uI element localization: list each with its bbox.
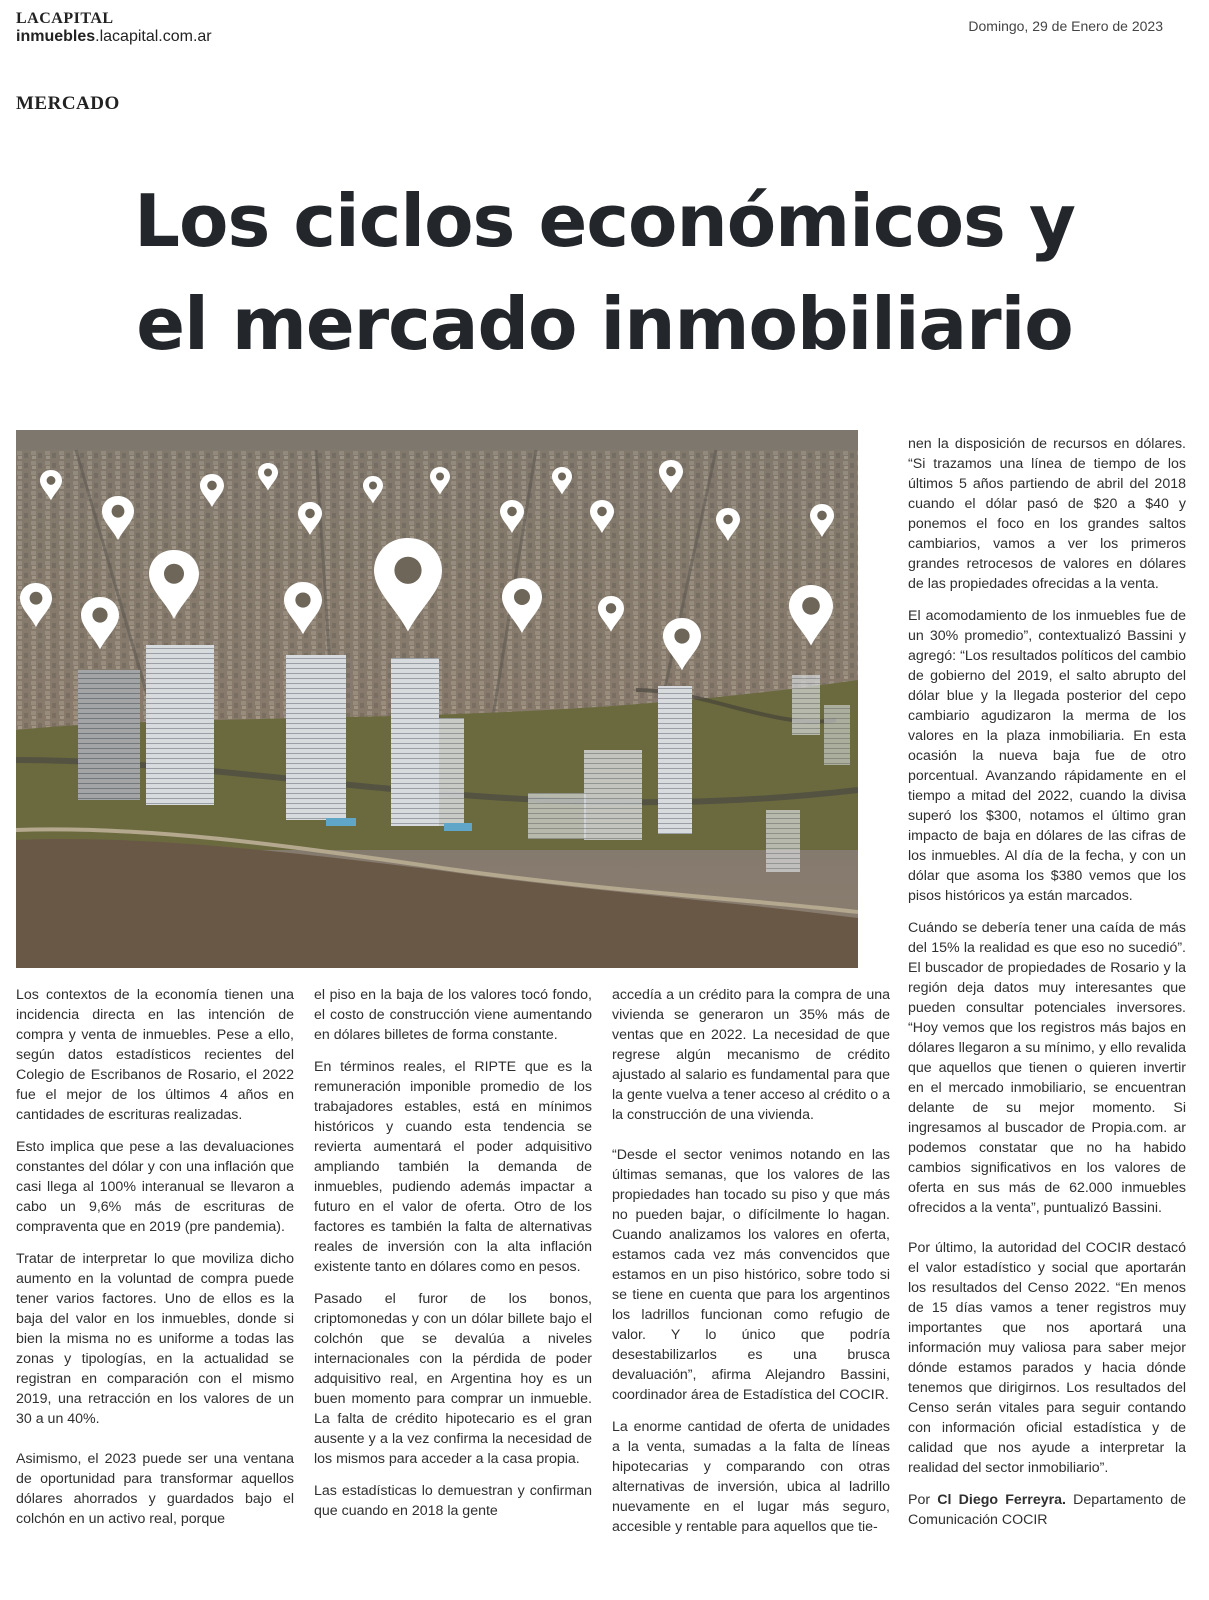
masthead: [16, 10, 212, 46]
site-url[interactable]: [16, 28, 212, 46]
byline: [908, 1490, 1186, 1530]
headline: [0, 170, 1209, 376]
article-column-4: [908, 434, 1186, 1542]
paragraph: El acomodamiento de los inmuebles fue de un 30% promedio”, contextualizó Bassini y agregó: “Los resultados políticos del cambio de gobierno del 2019, el salto abrupto del dólar blue y la llegada posterior del cepo cambiario agudizaron la merma de los valores en la plaza inmobiliaria. En esta ocasión la nueva baja fue de otro porcentual. Avanzando rápidamente en el tiempo a mitad del 2022, cuando la divisa superó los $300, notamos el último gran impacto de baja en dólares de las cifras de los inmuebles. Al día de la fecha, y con un dólar que asoma los $380 vemos que los pisos históricos ya están marcados.: [908, 608, 1186, 904]
logo-text: LACAPITAL: [16, 10, 114, 27]
article-column-2: [314, 985, 592, 1533]
publication-date: Domingo, 29 de Enero de 2023: [968, 18, 1163, 34]
paragraph: Asimismo, el 2023 puede ser una ventana de oportunidad para transformar aquellos dólares ahorrados y guardados bajo el colchón en un activo real, porque: [16, 1451, 294, 1527]
byline-suffix: Departamento de Comunicación COCIR: [908, 1492, 1186, 1528]
paragraph: el piso en la baja de los valores tocó fondo, el costo de construcción viene aumentando en dólares billetes de forma constante.: [314, 987, 592, 1043]
article-column-3: [612, 985, 890, 1549]
aerial-city-photo: [16, 430, 858, 968]
headline-line-1: Los ciclos económicos y: [134, 179, 1075, 263]
site-url-rest: .lacapital.com.ar: [95, 28, 212, 45]
paragraph: nen la disposición de recursos en dólares. “Si trazamos una línea de tiempo de los últimos 5 años partiendo de abril del 2018 cuando el dólar pasó de $20 a $40 y ponemos el foco en los grandes saltos cambiarios, vamos a ver los primeros grandes retrocesos de valores en dólares de las propiedades ofrecidas a la venta.: [908, 436, 1186, 592]
paragraph: Los contextos de la economía tienen una incidencia directa en las intención de compra y venta de inmuebles. Pese a ello, según datos estadísticos recientes del Colegio de Escribanos de Rosario, el 2022 fue el mejor de los últimos 4 años en cantidades de escrituras realizadas.: [16, 987, 294, 1123]
article-column-1: [16, 985, 294, 1541]
paragraph: accedía a un crédito para la compra de una vivienda se generaron un 35% más de ventas que en 2022. La necesidad de que regrese algún mecanismo de crédito ajustado al salario es fundamental para que la gente vuelva a tener acceso al crédito o a la construcción de una vivienda.: [612, 987, 890, 1123]
paragraph: La enorme cantidad de oferta de unidades a la venta, sumadas a la falta de líneas hipotecarias y comparando con otras alternativas de inversión, ubica al ladrillo nuevamente en el lugar más seguro, accesible y rentable para aquellos que tie-: [612, 1419, 890, 1535]
paragraph: Cuándo se debería tener una caída de más del 15% la realidad es que eso no sucedió”. El buscador de propiedades de Rosario y la región deja datos muy interesantes que pueden consultar potenciales inversores. “Hoy vemos que los registros más bajos en dólares llegaron a su mínimo, y ello revalida que aquellos que tienen o quieren invertir en el mercado inmobiliario, se encuentran delante de su mejor momento. Si ingresamos al buscador de Propia.com. ar podemos constatar que no ha habido cambios significativos en los valores de oferta en sus más de 62.000 inmuebles ofrecidos a la venta”, puntualizó Bassini.: [908, 920, 1186, 1216]
paragraph: Las estadísticas lo demuestran y confirman que cuando en 2018 la gente: [314, 1483, 592, 1519]
byline-prefix: Por: [908, 1492, 938, 1508]
site-url-bold: inmuebles: [16, 28, 96, 45]
quote-paragraph: “Desde el sector venimos notando en las últimas semanas, que los valores de las propiedades han tocado su piso y que más no pueden bajar, o difícilmente lo hagan. Cuando analizamos los valores en oferta, estamos cada vez más convencidos que estamos en un piso histórico, sobre todo si se tiene en cuenta que para los argentinos los ladrillos funcionan como refugio de valor. Y lo único que podría desestabilizarlos es una brusca devaluación”, afirma Alejandro Bassini, coordinador área de Estadística del COCIR.: [612, 1147, 890, 1403]
section-label: MERCADO: [16, 93, 120, 114]
headline-line-2: el mercado inmobiliario: [136, 282, 1073, 366]
newspaper-logo[interactable]: [16, 10, 212, 28]
paragraph: Pasado el furor de los bonos, criptomonedas y con un dólar billete bajo el colchón que se devalúa a niveles internacionales con la pérdida de poder adquisitivo real, en Argentina hoy es un buen momento para comprar un inmueble. La falta de crédito hipotecario es el gran ausente y a la vez confirma la necesidad de los mismos para acceder a la casa propia.: [314, 1291, 592, 1467]
paragraph: En términos reales, el RIPTE que es la remuneración imponible promedio de los trabajadores estables, está en mínimos históricos y cuando esta tendencia se revierta aumentará el poder adquisitivo ampliando también la demanda de inmuebles, pudiendo además impactar a futuro en el valor de oferta. Otro de los factores es también la falta de alternativas reales de inversión con la alta inflación existente tanto en dólares como en pesos.: [314, 1059, 592, 1275]
byline-author: Cl Diego Ferreyra.: [937, 1492, 1066, 1508]
paragraph: Por último, la autoridad del COCIR destacó el valor estadístico y social que aportarán los resultados del Censo 2022. “En menos de 15 días vamos a tener registros muy importantes que nos aportará una información muy valiosa para saber mejor dónde estamos parados y hacia dónde tenemos que dirigirnos. Los resultados del Censo serán vitales para seguir contando con información oficial estadística y de calidad que nos ayude a interpretar la realidad del sector inmobiliario”.: [908, 1240, 1186, 1476]
paragraph: Esto implica que pese a las devaluaciones constantes del dólar y con una inflación que casi llega al 100% interanual se llevaron a cabo un 9,6% más de escrituras de compraventa que en 2019 (pre pandemia).: [16, 1139, 294, 1235]
paragraph: Tratar de interpretar lo que moviliza dicho aumento en la voluntad de compra puede tener varios factores. Uno de ellos es la baja del valor en los inmuebles, donde si bien la misma no es uniforme a todas las zonas y tipologías, en la actualidad se registran en comparación con el mismo 2019, una retracción en los valores de un 30 a un 40%.: [16, 1251, 294, 1427]
